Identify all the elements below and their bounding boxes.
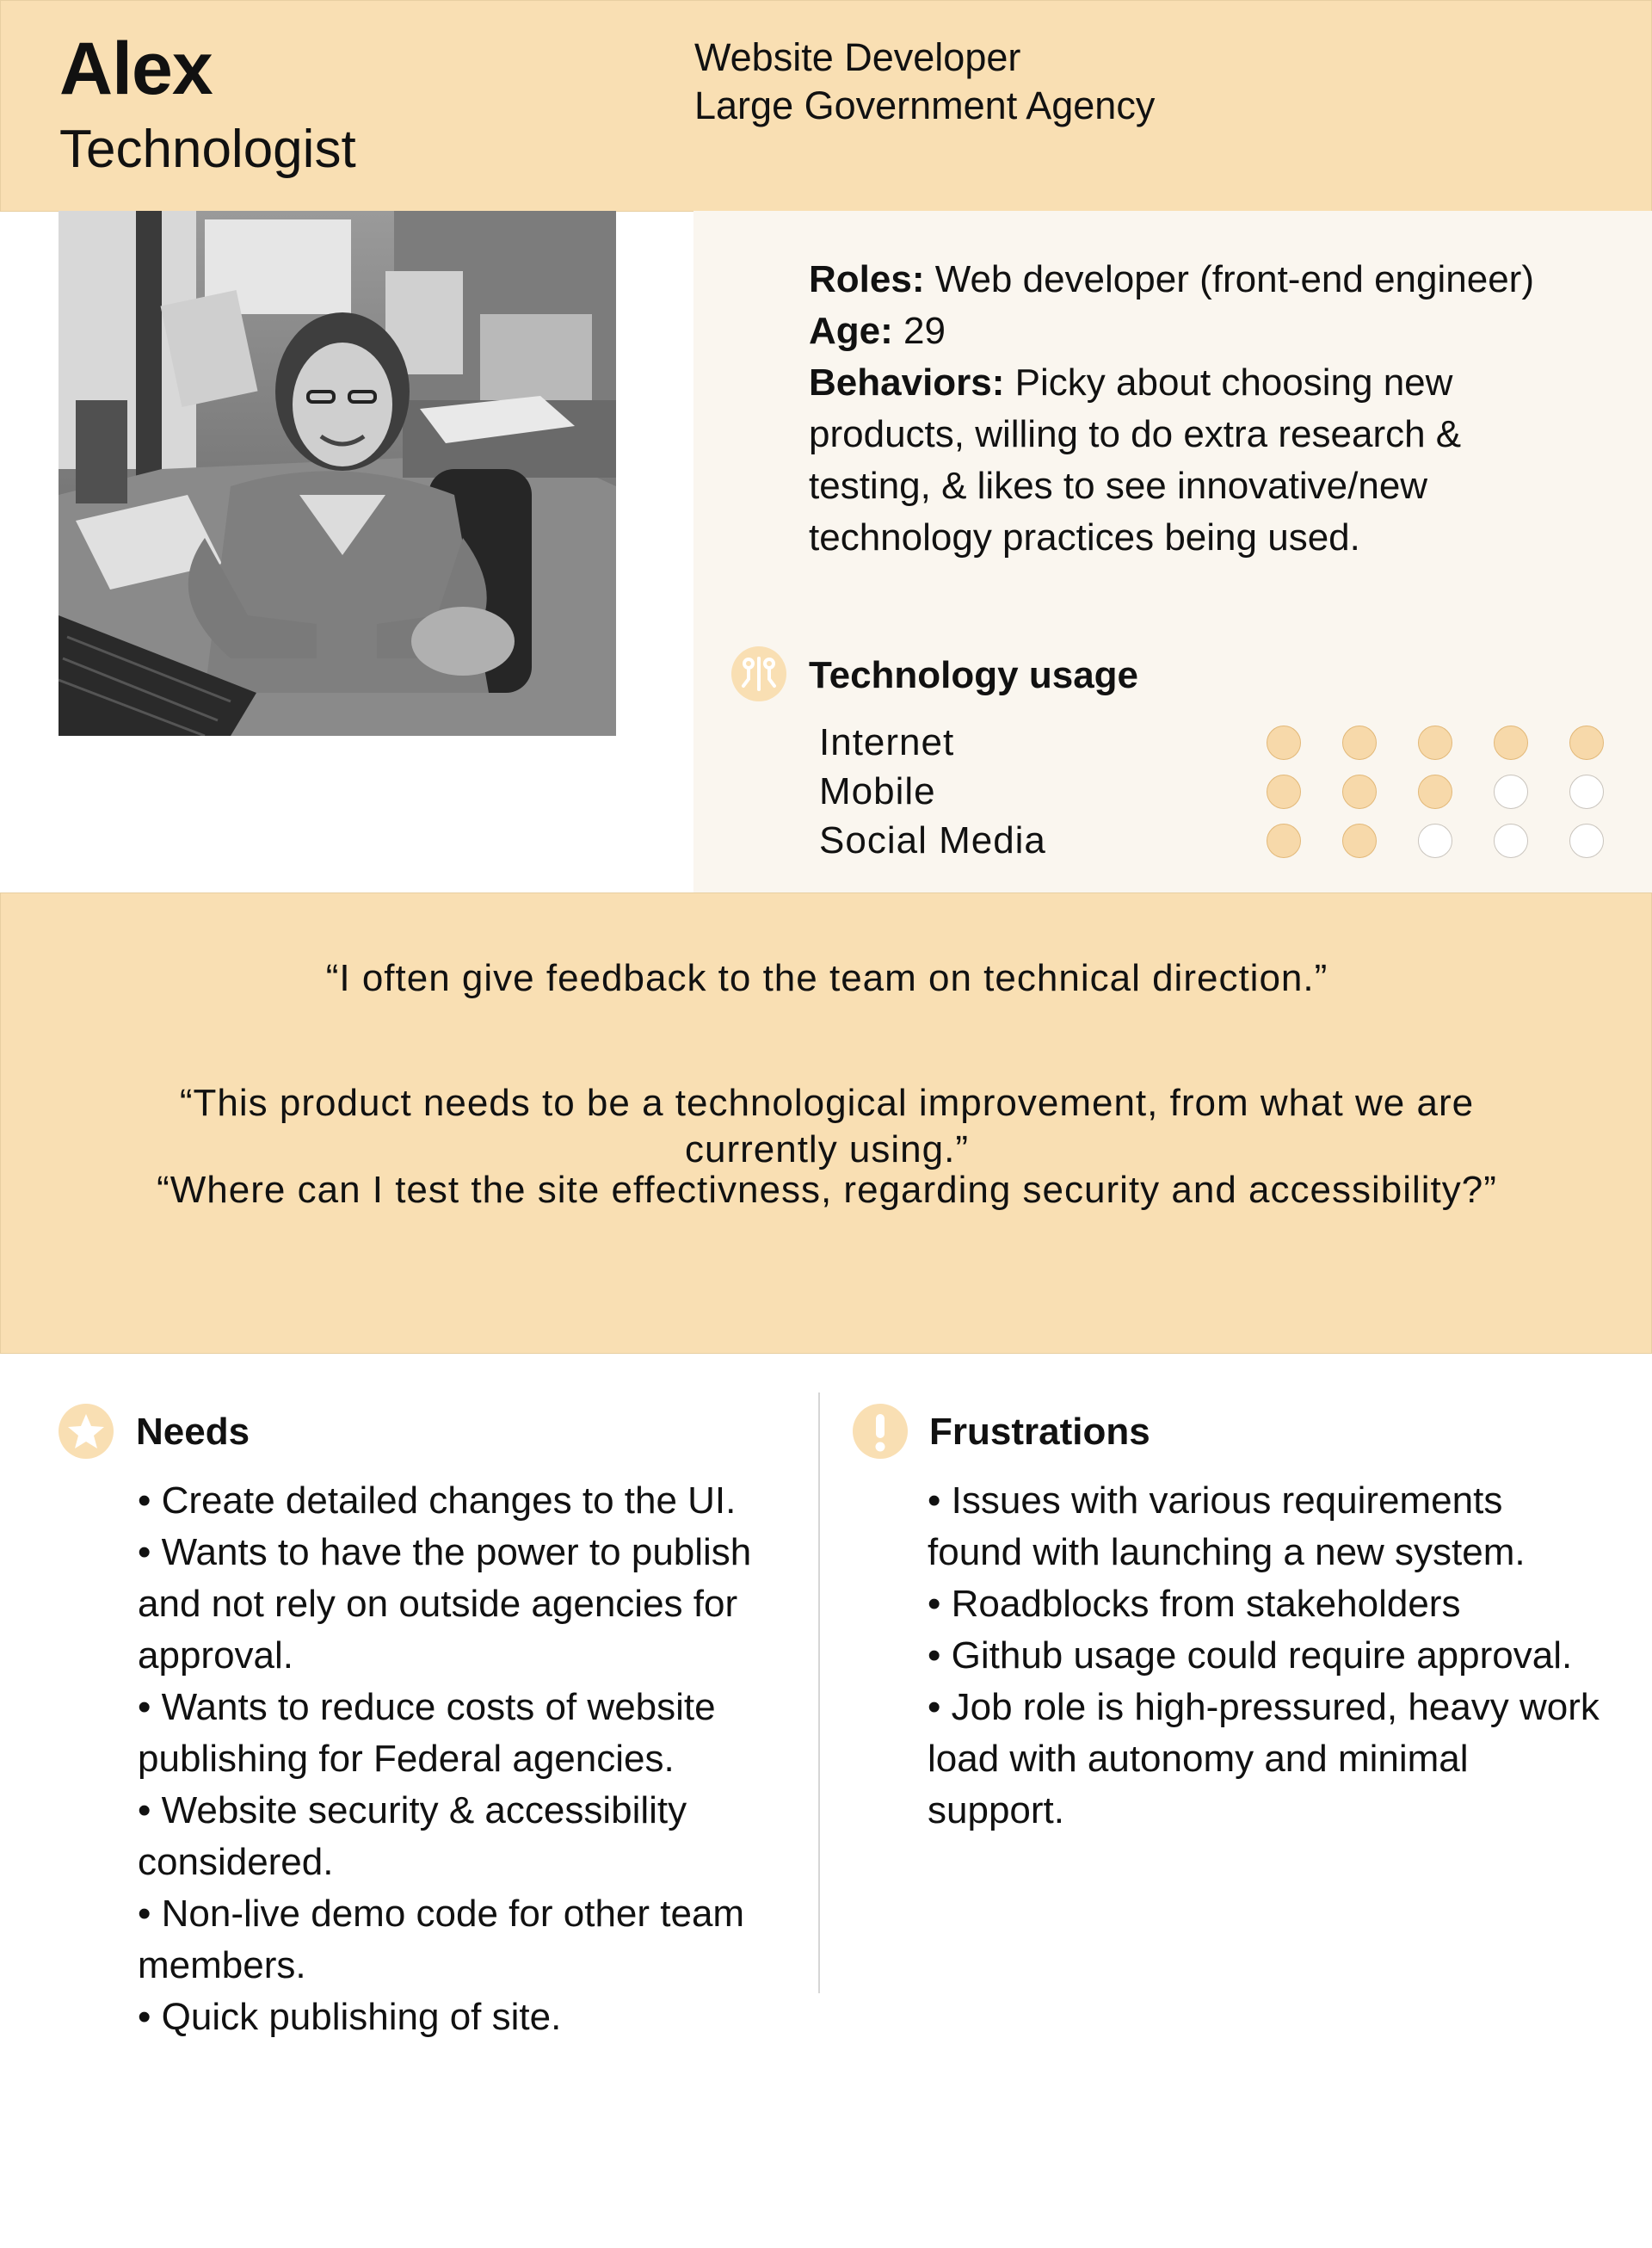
persona-name: Alex	[59, 28, 213, 110]
needs-item: • Quick publishing of site.	[138, 1996, 562, 2038]
usage-row	[819, 719, 1593, 767]
profile-details	[809, 254, 1566, 564]
rating-dot-empty	[1494, 775, 1528, 809]
quotes-section	[0, 892, 1652, 1354]
usage-row	[819, 817, 1593, 865]
frustration-item: • Github usage could require approval.	[928, 1634, 1573, 1677]
needs-list	[138, 1475, 809, 2043]
behaviors-label: Behaviors:	[809, 361, 1005, 404]
needs-item: • Non-live demo code for other team members.	[138, 1893, 745, 1986]
rating-dot-filled	[1342, 824, 1377, 858]
exclamation-icon	[853, 1404, 908, 1459]
circuit-icon	[731, 646, 786, 701]
usage-label: Mobile	[819, 770, 936, 812]
needs-title: Needs	[136, 1411, 250, 1453]
frustration-item: • Issues with various requirements found with launching a new system.	[928, 1479, 1526, 1573]
rating-dot-filled	[1418, 775, 1452, 809]
usage-label: Social Media	[819, 819, 1046, 862]
frustrations-title: Frustrations	[929, 1411, 1150, 1453]
persona-type: Technologist	[59, 120, 356, 179]
star-icon	[59, 1404, 114, 1459]
rating-dot-empty	[1418, 824, 1452, 858]
job-info	[694, 34, 1155, 130]
rating-dot-filled	[1569, 726, 1604, 760]
needs-item: • Create detailed changes to the UI.	[138, 1479, 737, 1522]
frustration-item: • Job role is high-pressured, heavy work load with autonomy and minimal support.	[928, 1686, 1600, 1831]
quote: “Where can I test the site effectivness, regarding security and accessibility?”	[157, 1169, 1497, 1211]
persona-photo	[59, 211, 616, 736]
usage-label: Internet	[819, 721, 955, 763]
roles-label: Roles:	[809, 258, 925, 300]
roles-line	[809, 254, 1566, 306]
rating-dot-filled	[1418, 726, 1452, 760]
frustrations-list	[928, 1475, 1607, 1837]
rating-dot-filled	[1267, 775, 1301, 809]
behaviors-value: Picky about choosing new products, willing to do extra research & testing, & likes to see innovative/new technology practices being used.	[809, 361, 1462, 559]
technology-usage-title: Technology usage	[809, 654, 1139, 696]
persona-header	[0, 0, 1652, 212]
rating-dot-filled	[1267, 824, 1301, 858]
rating-dot-filled	[1267, 726, 1301, 760]
age-value: 29	[903, 310, 946, 352]
organization: Large Government Agency	[694, 83, 1156, 127]
rating-dot-empty	[1569, 775, 1604, 809]
behaviors-line	[809, 357, 1566, 564]
frustration-item: • Roadblocks from stakeholders	[928, 1583, 1461, 1625]
persona-info-panel	[693, 211, 1652, 892]
rating-dot-empty	[1494, 824, 1528, 858]
rating-dot-filled	[1494, 726, 1528, 760]
needs-item: • Wants to reduce costs of website publishing for Federal agencies.	[138, 1686, 716, 1780]
rating-dot-filled	[1342, 775, 1377, 809]
quote: “This product needs to be a technological improvement, from what we are currently using.”	[179, 1082, 1475, 1170]
roles-value: Web developer (front-end engineer)	[934, 258, 1534, 300]
rating-dot-filled	[1342, 726, 1377, 760]
needs-item: • Website security & accessibility considered.	[138, 1789, 687, 1883]
age-label: Age:	[809, 310, 893, 352]
column-divider	[818, 1393, 820, 1993]
rating-dot-empty	[1569, 824, 1604, 858]
age-line	[809, 306, 1566, 357]
needs-item: • Wants to have the power to publish and not rely on outside agencies for approval.	[138, 1531, 752, 1677]
quote: “I often give feedback to the team on technical direction.”	[325, 957, 1328, 999]
usage-row	[819, 768, 1593, 816]
job-title: Website Developer	[694, 35, 1021, 79]
